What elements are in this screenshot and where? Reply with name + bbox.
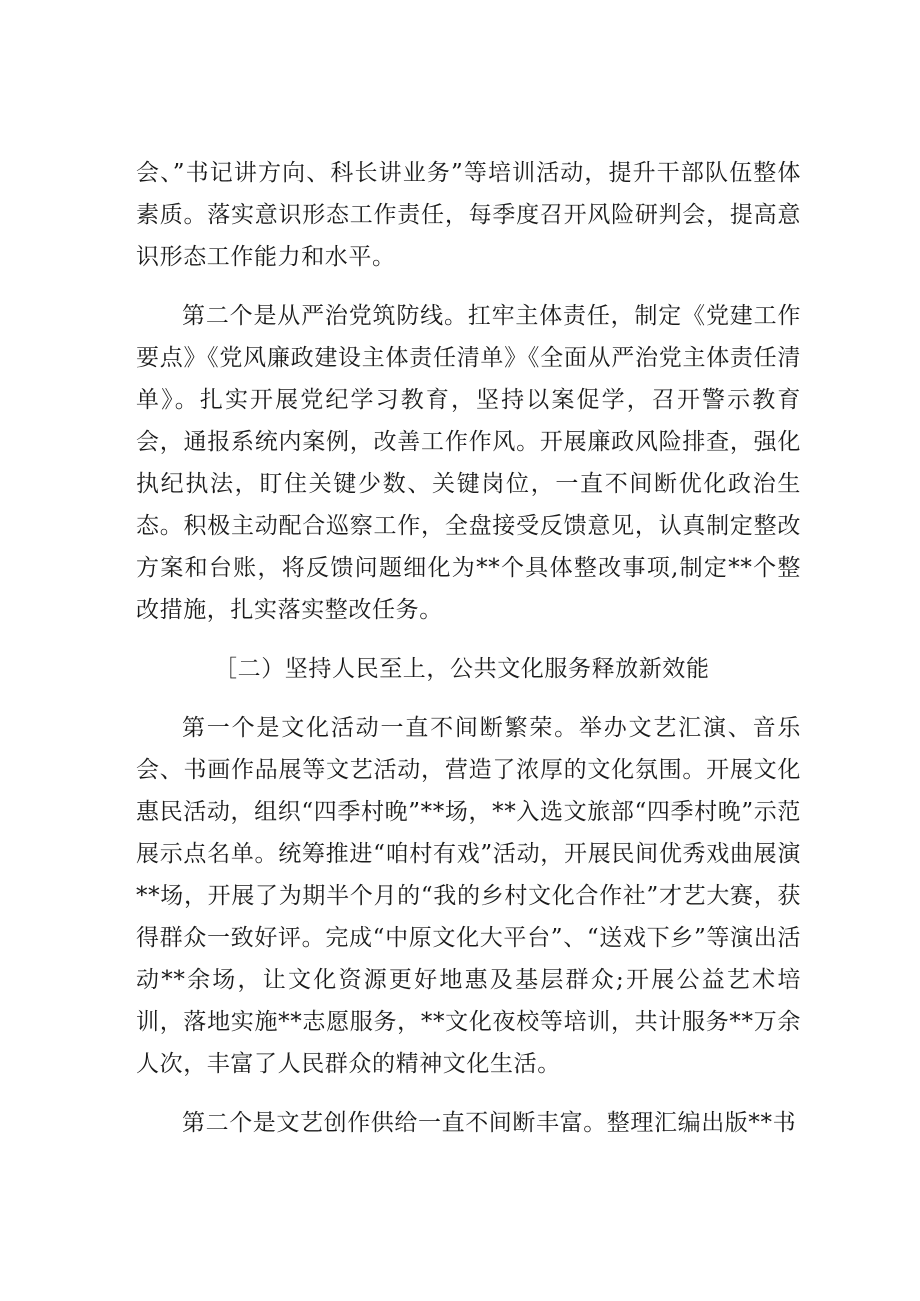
paragraph-continued: 会、”书记讲方向、科长讲业务”等培训活动，提升干部队伍整体素质。落实意识形态工作责任，每季度召开风险研判会，提高意识形态工作能力和水平。 bbox=[136, 160, 801, 270]
paragraph-cultural-activities: 第一个是文化活动一直不间断繁荣。举办文艺汇演、音乐会、书画作品展等文艺活动，营造了浓厚的文化氛围。开展文化惠民活动，组织“四季村晚”**场，**入选文旅部“四季村晚”示范展示点名单。统筹推进“咱村有戏”活动，开展民间优秀戏曲展演**场，开展了为期半个月的“我的乡村文化合作社”才艺大赛，获得群众一致好评。完成“中原文化大平台”、“送戏下乡”等演出活动**余场，让文化资源更好地惠及基层群众;开展公益艺术培训，落地实施**志愿服务，**文化夜校等培训，共计服务**万余人次，丰富了人民群众的精神文化生活。 bbox=[136, 715, 801, 1077]
document-body bbox=[136, 152, 801, 1144]
paragraph-artistic-creation: 第二个是文艺创作供给一直不间断丰富。整理汇编出版**书 bbox=[182, 1110, 797, 1136]
section-heading: ［二）坚持人民至上，公共文化服务释放新效能 bbox=[214, 656, 710, 682]
paragraph-party-discipline: 第二个是从严治党筑防线。扛牢主体责任，制定《党建工作要点》《党风廉政建设主体责任清单》《全面从严治党主体责任清单》。扎实开展党纪学习教育，坚持以案促学，召开警示教育会，通报系统内案例，改善工作作风。开展廉政风险排查，强化执纪执法，盯住关键少数、关键岗位，一直不间断优化政治生态。积极主动配合巡察工作，全盘接受反馈意见，认真制定整改方案和台账，将反馈问题细化为**个具体整改事项,制定**个整改措施，扎实落实整改任务。 bbox=[136, 303, 801, 623]
